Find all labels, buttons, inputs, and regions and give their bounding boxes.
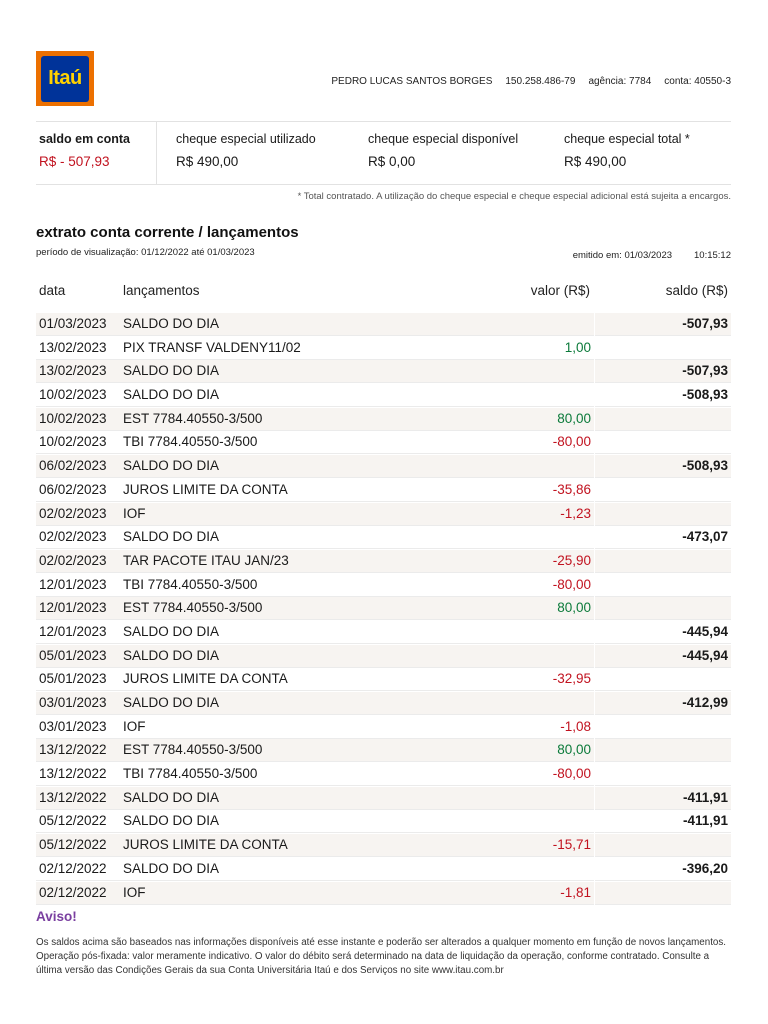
row-description: TBI 7784.40550-3/500 bbox=[120, 574, 461, 597]
row-balance bbox=[595, 763, 731, 786]
header-saldo: saldo (R$) bbox=[665, 283, 728, 298]
row-value: -25,90 bbox=[460, 550, 594, 573]
table-row bbox=[36, 787, 731, 811]
row-value: 80,00 bbox=[460, 408, 594, 431]
table-row bbox=[36, 360, 731, 384]
row-value bbox=[460, 621, 594, 644]
row-balance: -411,91 bbox=[595, 787, 731, 810]
row-date: 02/12/2022 bbox=[36, 882, 121, 905]
row-balance: -445,94 bbox=[595, 645, 731, 668]
row-description: SALDO DO DIA bbox=[120, 384, 461, 407]
client-conta: conta: 40550-3 bbox=[664, 76, 731, 87]
row-description: SALDO DO DIA bbox=[120, 692, 461, 715]
table-row bbox=[36, 716, 731, 740]
header-data: data bbox=[39, 283, 66, 298]
row-date: 03/01/2023 bbox=[36, 716, 121, 739]
client-cpf: 150.258.486-79 bbox=[505, 76, 576, 87]
row-value: -32,95 bbox=[460, 668, 594, 691]
row-date: 03/01/2023 bbox=[36, 692, 121, 715]
row-date: 10/02/2023 bbox=[36, 431, 121, 454]
row-value: 80,00 bbox=[460, 597, 594, 620]
row-balance: -411,91 bbox=[595, 810, 731, 833]
row-value bbox=[460, 455, 594, 478]
table-row bbox=[36, 384, 731, 408]
row-balance: -508,93 bbox=[595, 455, 731, 478]
table-row bbox=[36, 408, 731, 432]
aviso-text: Os saldos acima são baseados nas informações disponíveis até esse instante e poderão ser alterados a qualquer momento em função de novos lançamentos. Operação pós-fixada: valor meramente indicativo. O valor do débito será determinado na data de liquidação da operação, conforme contratado. Consulte a última versão das Condições Gerais da sua Conta Universitária Itaú e dos Serviços no site www.itau.com.br bbox=[36, 937, 726, 976]
saldo-em-conta bbox=[36, 122, 157, 184]
table-row bbox=[36, 455, 731, 479]
table-row bbox=[36, 810, 731, 834]
row-balance bbox=[595, 739, 731, 762]
row-description: SALDO DO DIA bbox=[120, 645, 461, 668]
table-row bbox=[36, 834, 731, 858]
row-date: 13/12/2022 bbox=[36, 787, 121, 810]
table-header bbox=[36, 283, 731, 303]
cheque-utilizado bbox=[176, 122, 356, 184]
row-balance: -396,20 bbox=[595, 858, 731, 881]
row-balance: -473,07 bbox=[595, 526, 731, 549]
row-description: SALDO DO DIA bbox=[120, 787, 461, 810]
row-balance bbox=[595, 597, 731, 620]
saldo-label: saldo em conta bbox=[39, 132, 130, 146]
row-value: -80,00 bbox=[460, 574, 594, 597]
row-date: 12/01/2023 bbox=[36, 574, 121, 597]
row-value bbox=[460, 526, 594, 549]
row-value bbox=[460, 384, 594, 407]
row-value: 1,00 bbox=[460, 337, 594, 360]
total-value: R$ 490,00 bbox=[564, 154, 627, 169]
row-description: PIX TRANSF VALDENY11/02 bbox=[120, 337, 461, 360]
row-balance bbox=[595, 479, 731, 502]
row-description: TBI 7784.40550-3/500 bbox=[120, 431, 461, 454]
row-date: 05/12/2022 bbox=[36, 810, 121, 833]
table-row bbox=[36, 763, 731, 787]
row-date: 02/02/2023 bbox=[36, 503, 121, 526]
row-value: -35,86 bbox=[460, 479, 594, 502]
client-agencia: agência: 7784 bbox=[588, 76, 652, 87]
disponivel-label: cheque especial disponível bbox=[368, 132, 519, 146]
client-name: PEDRO LUCAS SANTOS BORGES bbox=[331, 76, 493, 87]
row-balance bbox=[595, 716, 731, 739]
row-balance: -412,99 bbox=[595, 692, 731, 715]
row-description: SALDO DO DIA bbox=[120, 455, 461, 478]
row-date: 13/02/2023 bbox=[36, 360, 121, 383]
table-row bbox=[36, 503, 731, 527]
row-date: 12/01/2023 bbox=[36, 597, 121, 620]
row-date: 10/02/2023 bbox=[36, 408, 121, 431]
row-description: IOF bbox=[120, 503, 461, 526]
row-description: EST 7784.40550-3/500 bbox=[120, 739, 461, 762]
logo-text: Itaú bbox=[41, 56, 89, 102]
table-row bbox=[36, 858, 731, 882]
row-balance bbox=[595, 337, 731, 360]
encargos-note: * Total contratado. A utilização do cheque especial e cheque especial adicional está sujeita a encargos. bbox=[297, 191, 731, 202]
row-balance: -507,93 bbox=[595, 313, 731, 336]
utilizado-value: R$ 490,00 bbox=[176, 154, 239, 169]
table-row bbox=[36, 668, 731, 692]
row-date: 13/12/2022 bbox=[36, 739, 121, 762]
row-date: 12/01/2023 bbox=[36, 621, 121, 644]
row-date: 02/12/2022 bbox=[36, 858, 121, 881]
row-description: IOF bbox=[120, 882, 461, 905]
issued-time: 10:15:12 bbox=[694, 250, 731, 261]
row-balance bbox=[595, 431, 731, 454]
table-row bbox=[36, 739, 731, 763]
saldo-value: R$ - 507,93 bbox=[39, 154, 110, 169]
table-row bbox=[36, 882, 731, 906]
table-row bbox=[36, 621, 731, 645]
row-description: JUROS LIMITE DA CONTA bbox=[120, 834, 461, 857]
row-date: 13/02/2023 bbox=[36, 337, 121, 360]
row-description: EST 7784.40550-3/500 bbox=[120, 408, 461, 431]
row-description: SALDO DO DIA bbox=[120, 810, 461, 833]
row-balance bbox=[595, 882, 731, 905]
row-value bbox=[460, 810, 594, 833]
table-row bbox=[36, 692, 731, 716]
row-description: SALDO DO DIA bbox=[120, 526, 461, 549]
account-summary bbox=[36, 122, 731, 184]
row-date: 02/02/2023 bbox=[36, 550, 121, 573]
row-date: 05/01/2023 bbox=[36, 668, 121, 691]
total-label: cheque especial total * bbox=[564, 132, 690, 146]
table-row bbox=[36, 526, 731, 550]
row-value: -80,00 bbox=[460, 763, 594, 786]
header-valor: valor (R$) bbox=[530, 283, 590, 298]
statement-period: período de visualização: 01/12/2022 até 01/03/2023 bbox=[36, 247, 255, 258]
row-value bbox=[460, 692, 594, 715]
issued-date: emitido em: 01/03/2023 bbox=[572, 250, 673, 261]
table-row bbox=[36, 479, 731, 503]
row-description: TBI 7784.40550-3/500 bbox=[120, 763, 461, 786]
row-date: 05/01/2023 bbox=[36, 645, 121, 668]
row-description: IOF bbox=[120, 716, 461, 739]
row-balance bbox=[595, 834, 731, 857]
row-date: 10/02/2023 bbox=[36, 384, 121, 407]
itau-logo bbox=[36, 51, 94, 106]
client-info bbox=[331, 76, 731, 87]
row-balance bbox=[595, 668, 731, 691]
issued-info bbox=[573, 250, 731, 261]
row-description: SALDO DO DIA bbox=[120, 360, 461, 383]
statement-title: extrato conta corrente / lançamentos bbox=[36, 224, 299, 241]
row-balance: -508,93 bbox=[595, 384, 731, 407]
row-date: 06/02/2023 bbox=[36, 479, 121, 502]
table-row bbox=[36, 574, 731, 598]
row-value: -15,71 bbox=[460, 834, 594, 857]
row-balance: -445,94 bbox=[595, 621, 731, 644]
table-row bbox=[36, 431, 731, 455]
transactions-table bbox=[36, 313, 731, 905]
row-value: -80,00 bbox=[460, 431, 594, 454]
row-value: -1,08 bbox=[460, 716, 594, 739]
row-date: 05/12/2022 bbox=[36, 834, 121, 857]
row-description: SALDO DO DIA bbox=[120, 858, 461, 881]
row-value bbox=[460, 787, 594, 810]
row-date: 02/02/2023 bbox=[36, 526, 121, 549]
row-balance: -507,93 bbox=[595, 360, 731, 383]
row-date: 01/03/2023 bbox=[36, 313, 121, 336]
row-value bbox=[460, 858, 594, 881]
row-balance bbox=[595, 503, 731, 526]
row-value: 80,00 bbox=[460, 739, 594, 762]
row-value: -1,81 bbox=[460, 882, 594, 905]
cheque-disponivel bbox=[368, 122, 558, 184]
divider bbox=[36, 184, 731, 185]
table-row bbox=[36, 550, 731, 574]
aviso-title: Aviso! bbox=[36, 909, 77, 924]
row-description: JUROS LIMITE DA CONTA bbox=[120, 479, 461, 502]
row-balance bbox=[595, 574, 731, 597]
row-description: SALDO DO DIA bbox=[120, 313, 461, 336]
row-description: JUROS LIMITE DA CONTA bbox=[120, 668, 461, 691]
row-value bbox=[460, 645, 594, 668]
row-balance bbox=[595, 550, 731, 573]
cheque-total bbox=[564, 122, 724, 184]
row-description: EST 7784.40550-3/500 bbox=[120, 597, 461, 620]
utilizado-label: cheque especial utilizado bbox=[176, 132, 316, 146]
table-row bbox=[36, 313, 731, 337]
header-lancamentos: lançamentos bbox=[123, 283, 200, 298]
row-description: TAR PACOTE ITAU JAN/23 bbox=[120, 550, 461, 573]
row-date: 13/12/2022 bbox=[36, 763, 121, 786]
row-value bbox=[460, 313, 594, 336]
row-value bbox=[460, 360, 594, 383]
table-row bbox=[36, 337, 731, 361]
row-date: 06/02/2023 bbox=[36, 455, 121, 478]
row-balance bbox=[595, 408, 731, 431]
disponivel-value: R$ 0,00 bbox=[368, 154, 416, 169]
row-description: SALDO DO DIA bbox=[120, 621, 461, 644]
row-value: -1,23 bbox=[460, 503, 594, 526]
table-row bbox=[36, 597, 731, 621]
table-row bbox=[36, 645, 731, 669]
